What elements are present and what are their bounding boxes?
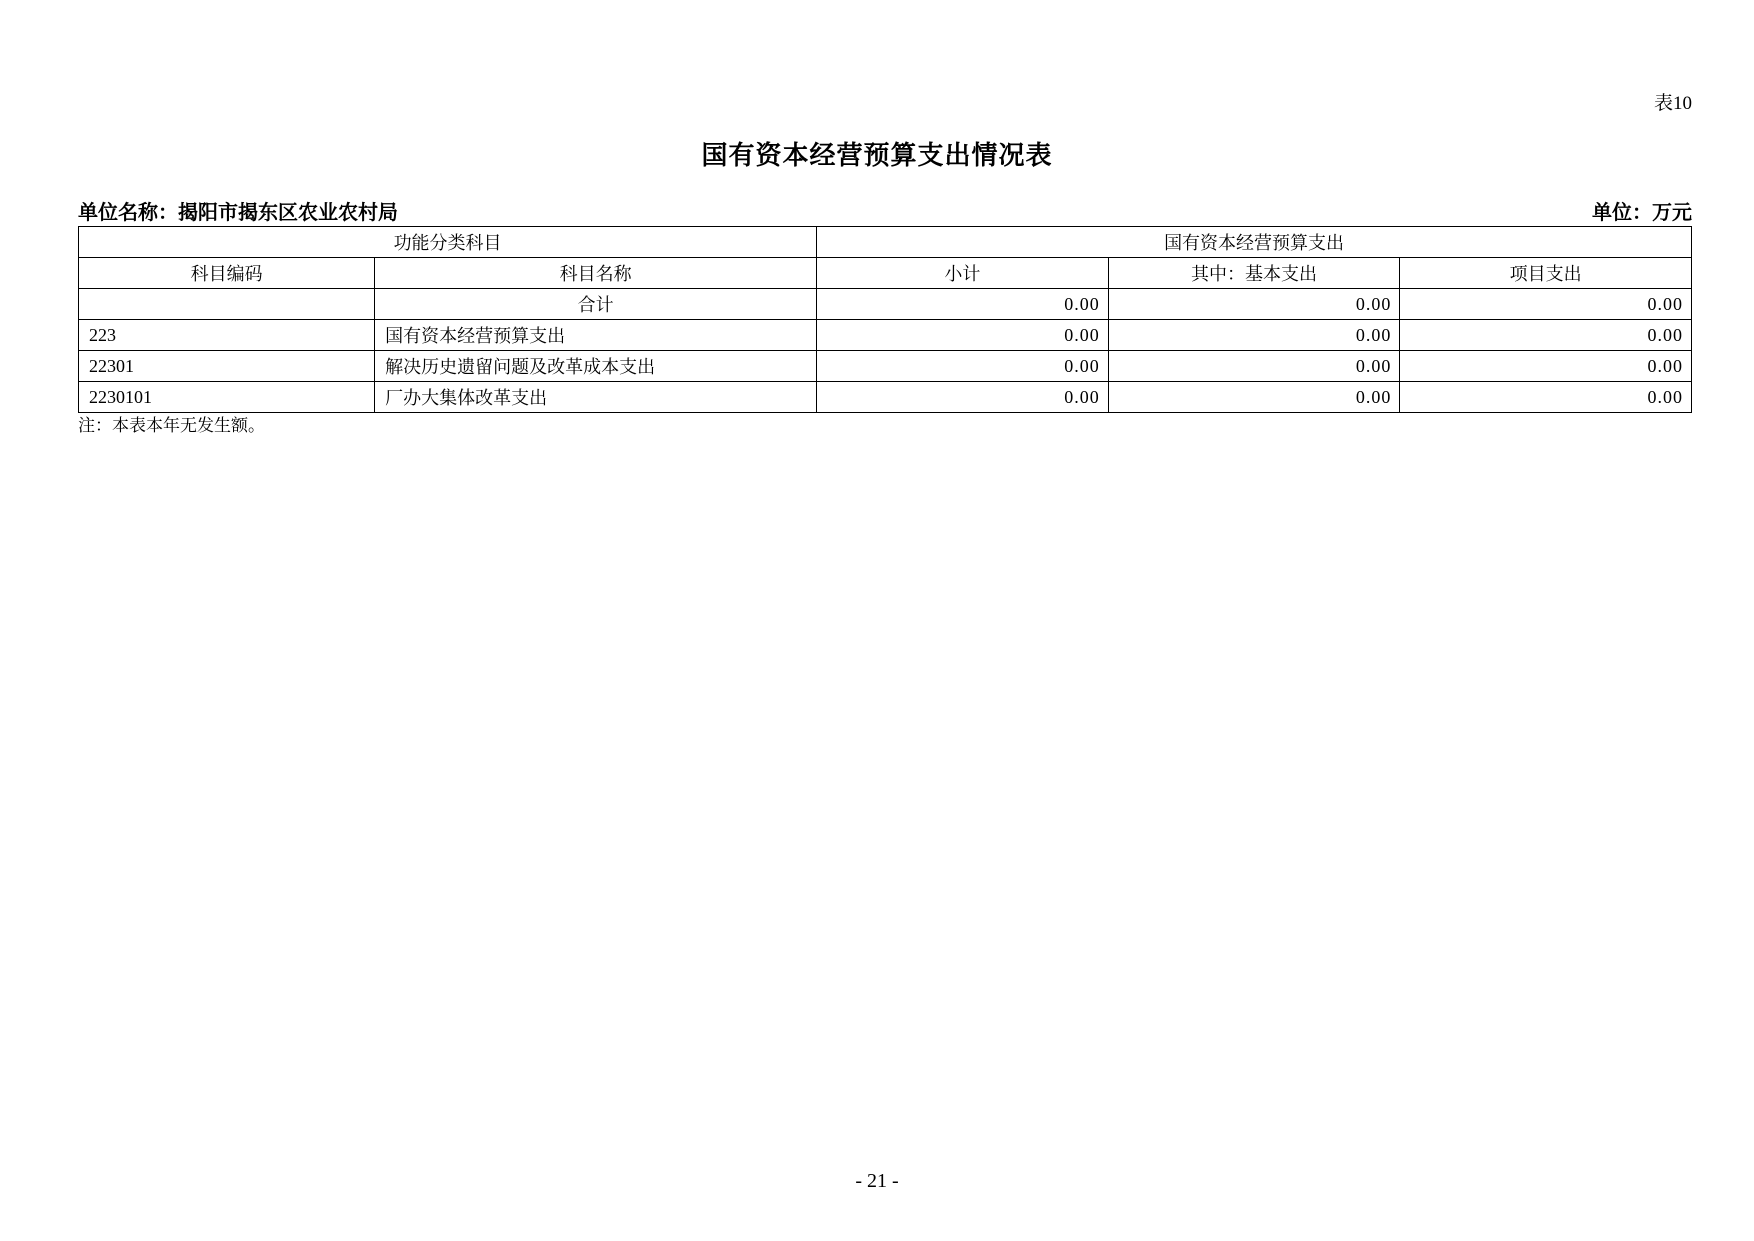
column-header-name: 科目名称: [375, 258, 817, 289]
unit-name-label: 单位名称：: [78, 202, 178, 224]
cell-basic: 0.00: [1108, 320, 1400, 351]
table-row: [79, 382, 1692, 413]
column-header-subtotal: 小计: [817, 258, 1109, 289]
cell-code: 22301: [79, 351, 375, 382]
cell-basic: 0.00: [1108, 351, 1400, 382]
column-header-project: 项目支出: [1400, 258, 1692, 289]
meta-row: [78, 196, 1692, 222]
cell-code: [79, 289, 375, 320]
cell-project: 0.00: [1400, 382, 1692, 413]
table-number-label: 表10: [1653, 93, 1692, 114]
group-header-state-capital-expenditure: 国有资本经营预算支出: [817, 227, 1692, 258]
cell-code: 223: [79, 320, 375, 351]
cell-name: 合计: [375, 289, 817, 320]
table-row: [79, 320, 1692, 351]
cell-subtotal: 0.00: [817, 320, 1109, 351]
cell-project: 0.00: [1400, 351, 1692, 382]
cell-subtotal: 0.00: [817, 382, 1109, 413]
group-header-function-class: 功能分类科目: [79, 227, 817, 258]
cell-basic: 0.00: [1108, 289, 1400, 320]
cell-subtotal: 0.00: [817, 351, 1109, 382]
budget-expenditure-table: [78, 226, 1692, 413]
column-header-code: 科目编码: [79, 258, 375, 289]
table-note: 注：本表本年无发生额。: [78, 416, 265, 435]
cell-basic: 0.00: [1108, 382, 1400, 413]
cell-project: 0.00: [1400, 289, 1692, 320]
table-column-header-row: [79, 258, 1692, 289]
unit-name-block: [78, 196, 398, 225]
page-title: 国有资本经营预算支出情况表: [701, 140, 1053, 170]
cell-name: 国有资本经营预算支出: [375, 320, 817, 351]
page-number: - 21 -: [855, 1170, 899, 1192]
table-group-header-row: [79, 227, 1692, 258]
cell-code: 2230101: [79, 382, 375, 413]
cell-name: 厂办大集体改革支出: [375, 382, 817, 413]
cell-project: 0.00: [1400, 320, 1692, 351]
table-row: [79, 289, 1692, 320]
cell-subtotal: 0.00: [817, 289, 1109, 320]
column-header-basic: 其中：基本支出: [1108, 258, 1400, 289]
amount-unit-label: 单位：万元: [1592, 202, 1692, 224]
unit-name-value: 揭阳市揭东区农业农村局: [178, 202, 398, 224]
table-row: [79, 351, 1692, 382]
cell-name: 解决历史遗留问题及改革成本支出: [375, 351, 817, 382]
